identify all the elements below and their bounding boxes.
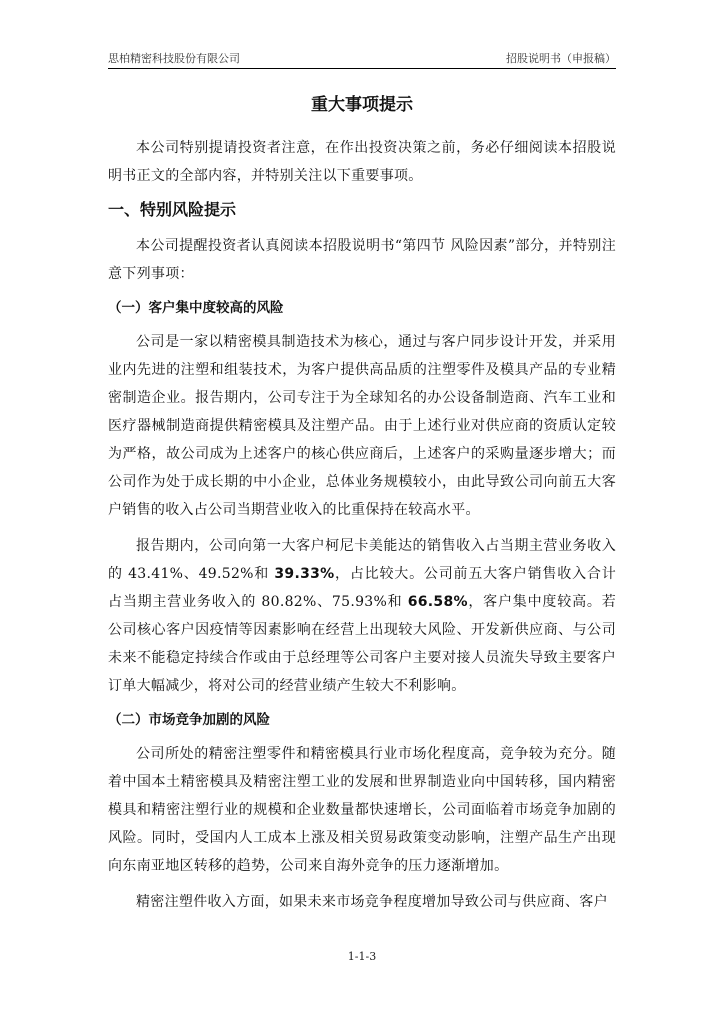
page-body [108, 94, 616, 924]
customer-concentration-paragraph-1: 公司是一家以精密模具制造技术为核心，通过与客户同步设计开发，并采用业内先进的注塑和组装技术，为客户提供高品质的注塑零件及模具产品的专业精密制造企业。报告期内，公司专注于为全球知名的办公设备制造商、汽车工业和医疗器械制造商提供精密模具及注塑产品。由于上述行业对供应商的资质认定较为严格，故公司成为上述客户的核心供应商后，上述客户的采购量逐步增大；而公司作为处于成长期的中小企业，总体业务规模较小，由此导致公司向前五大客户销售的收入占公司当期营业收入的比重保持在较高水平。 [108, 334, 616, 518]
header-company-name: 思柏精密科技股份有限公司 [108, 52, 240, 65]
intro-paragraph: 本公司特别提请投资者注意，在作出投资决策之前，务必仔细阅读本招股说明书正文的全部内容，并特别关注以下重要事项。 [108, 140, 616, 184]
page-header [108, 50, 616, 68]
market-competition-paragraph-1: 公司所处的精密注塑零件和精密模具行业市场化程度高，竞争较为充分。随着中国本土精密模具及精密注塑工业的发展和世界制造业向中国转移，国内精密模具和精密注塑行业的规模和企业数量都快速增长，公司面临着市场竞争加剧的风险。同时，受国内人工成本上涨及相关贸易政策变动影响，注塑产品生产出现向东南亚地区转移的趋势，公司来自海外竞争的压力逐渐增加。 [108, 746, 616, 874]
section-intro-paragraph: 本公司提醒投资者认真阅读本招股说明书“第四节 风险因素”部分，并特别注意下列事项： [108, 238, 616, 282]
header-document-type: 招股说明书（申报稿） [506, 52, 616, 65]
bold-percentage-top-five: 66.58% [407, 594, 468, 610]
document-title: 重大事项提示 [311, 95, 413, 115]
subsection-heading-market-competition: （二）市场竞争加剧的风险 [108, 712, 270, 728]
text-run: ，客户集中度较高。若公司核心客户因疫情等因素影响在经营上出现较大风险、开发新供应商、与公司未来不能稳定持续合作或由于总经理等公司客户主要对接人员流失导致主要客户订单大幅减少，将对公司的经营业绩产生较大不利影响。 [108, 594, 616, 694]
subsection-heading-customer-concentration: （一）客户集中度较高的风险 [108, 300, 284, 316]
text-run: ，占比较大。公司前五大客户销售收入合计占当期主营业务收入的 80.82%、75.93%和 [108, 566, 616, 610]
bold-percentage-top-customer: 39.33% [274, 566, 335, 582]
page-number: 1-1-3 [347, 950, 377, 963]
section-heading-special-risks: 一、特别风险提示 [108, 200, 237, 219]
customer-concentration-paragraph-2 [108, 532, 616, 700]
market-competition-paragraph-2: 精密注塑件收入方面，如果未来市场竞争程度增加导致公司与供应商、客户 [136, 894, 608, 910]
header-rule [108, 68, 616, 69]
text-run: 报告期内，公司向第一大客户柯尼卡美能达的销售收入占当期主营业务收入的 43.41%、49.52%和 [108, 538, 616, 582]
